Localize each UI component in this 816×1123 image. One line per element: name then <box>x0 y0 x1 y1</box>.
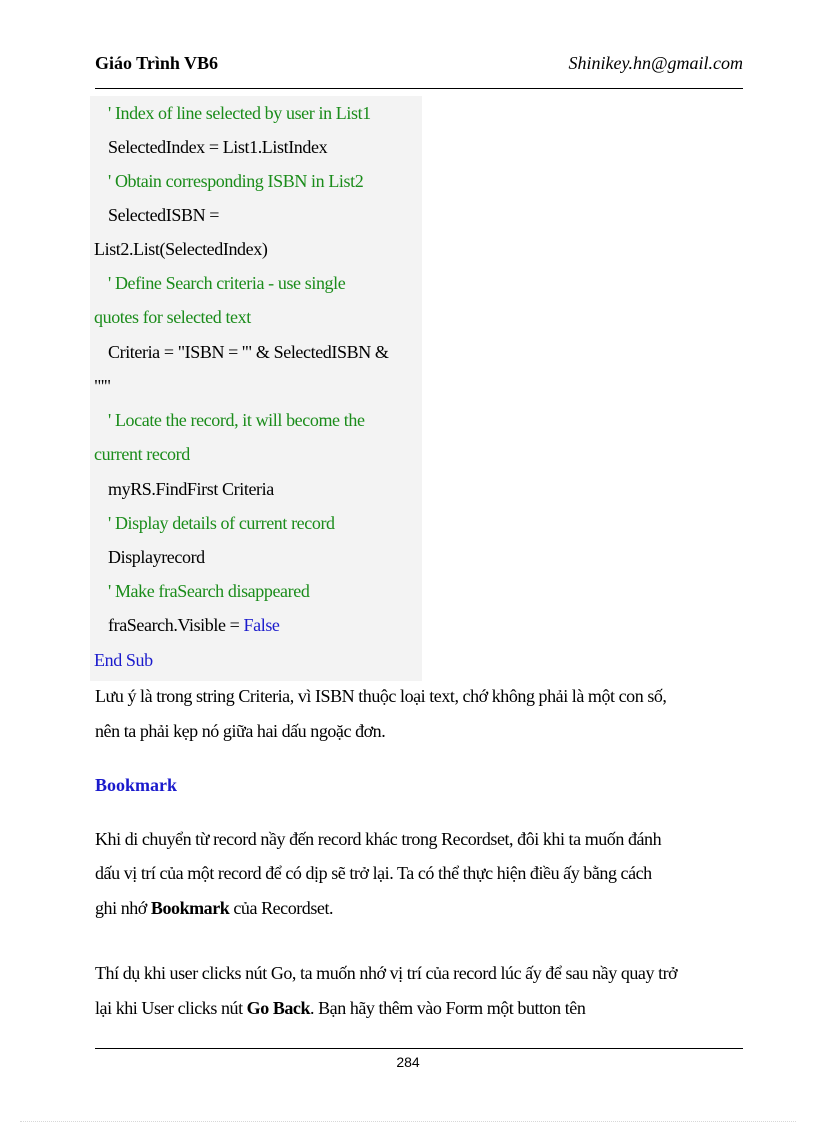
paragraph-line: dấu vị trí của một record để có dịp sẽ trở lại. Ta có thể thực hiện điều ấy bằng cách <box>95 863 652 883</box>
section-heading: Bookmark <box>95 775 178 795</box>
code-line: ' Index of line selected by user in List1 <box>108 103 371 123</box>
paragraph-text: ghi nhớ <box>95 898 151 918</box>
code-line: SelectedISBN = <box>108 205 220 225</box>
code-line <box>108 615 280 636</box>
paragraph-line: Khi di chuyển từ record nầy đến record khác trong Recordset, đôi khi ta muốn đánh <box>95 829 662 849</box>
page-edge-divider <box>20 1121 796 1122</box>
code-line: ' Make fraSearch disappeared <box>108 581 310 601</box>
code-keyword: False <box>243 615 280 635</box>
page-number: 284 <box>396 1054 420 1070</box>
code-line: "'" <box>94 376 111 396</box>
paragraph-bold-text: Go Back <box>246 998 311 1018</box>
header-rule <box>95 88 743 89</box>
paragraph-line <box>95 898 333 919</box>
code-line: myRS.FindFirst Criteria <box>108 479 274 499</box>
paragraph-text: . Bạn hãy thêm vào Form một button tên <box>310 998 586 1018</box>
paragraph-text: của Recordset. <box>229 898 334 918</box>
header-title: Giáo Trình VB6 <box>95 53 219 73</box>
code-line: Displayrecord <box>108 547 205 567</box>
code-line: ' Obtain corresponding ISBN in List2 <box>108 171 364 191</box>
footer-rule <box>95 1048 743 1049</box>
code-line: End Sub <box>94 650 153 670</box>
note-line: nên ta phải kẹp nó giữa hai dấu ngoặc đơn. <box>95 721 386 741</box>
code-line: quotes for selected text <box>94 307 251 327</box>
code-line: ' Locate the record, it will become the <box>108 410 365 430</box>
header-email: Shinikey.hn@gmail.com <box>568 53 743 73</box>
code-block <box>90 96 422 681</box>
code-line: List2.List(SelectedIndex) <box>94 239 268 259</box>
paragraph-bold-text: Bookmark <box>150 898 230 918</box>
paragraph-text: lại khi User clicks nút <box>95 998 247 1018</box>
code-line: SelectedIndex = List1.ListIndex <box>108 137 328 157</box>
note-line: Lưu ý là trong string Criteria, vì ISBN thuộc loại text, chớ không phải là một con số, <box>95 686 667 706</box>
code-line: ' Display details of current record <box>108 513 335 533</box>
code-line: ' Define Search criteria - use single <box>108 273 346 293</box>
code-line: current record <box>94 444 190 464</box>
code-text: fraSearch.Visible = <box>108 615 244 635</box>
paragraph-line <box>95 998 585 1019</box>
code-line: Criteria = "ISBN = '" & SelectedISBN & <box>108 342 389 362</box>
paragraph-line: Thí dụ khi user clicks nút Go, ta muốn nhớ vị trí của record lúc ấy để sau nầy quay trở <box>95 963 678 983</box>
